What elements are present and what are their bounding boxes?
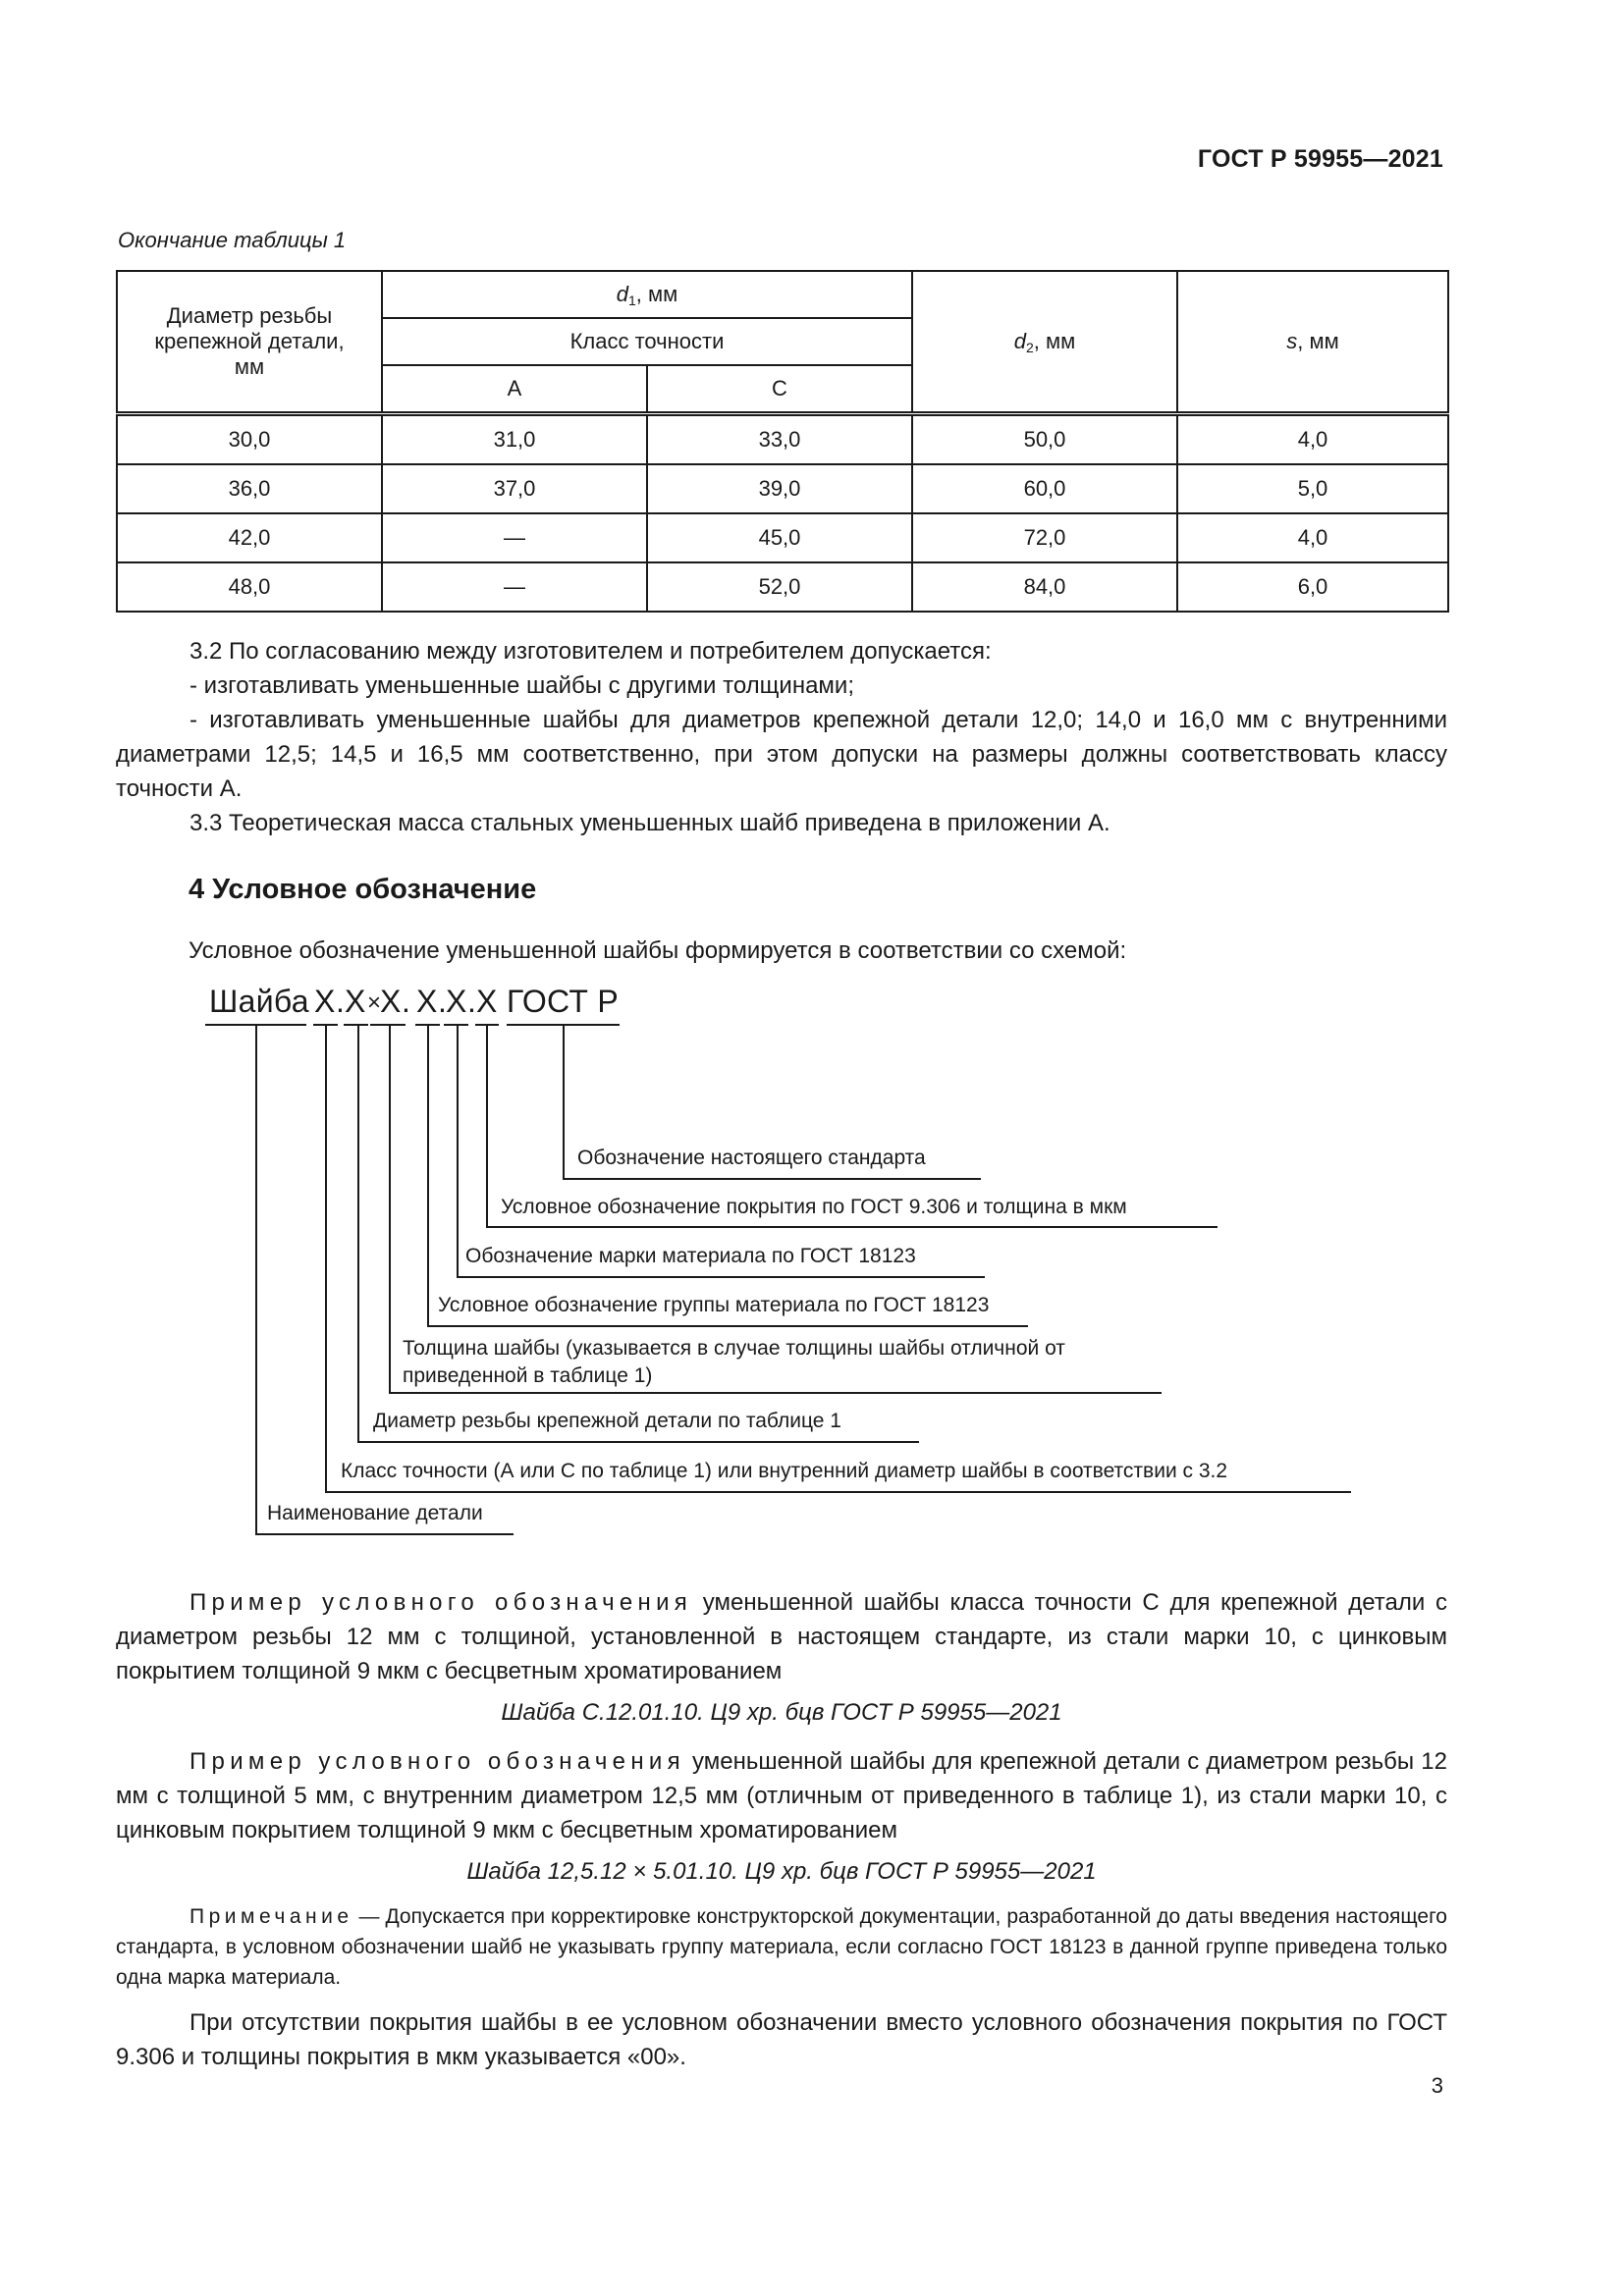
cell-s: 4,0 xyxy=(1177,414,1448,465)
dimensions-table xyxy=(116,270,1449,613)
example-1-designation: Шайба С.12.01.10. Ц9 хр. бцв ГОСТ Р 59955—2021 xyxy=(501,1699,1062,1726)
cell-thread-diameter: 30,0 xyxy=(117,414,382,465)
section-3 xyxy=(116,634,1447,840)
note-body: — Допускается при корректировке конструкторской документации, разработанной до даты введения настоящего стандарта, в условном обозначении шайб не указывать группу материала, если согласно ГОСТ 18123 в данной группе приведена только одна марка материала. xyxy=(116,1905,1447,1989)
no-coating-paragraph: При отсутствии покрытия шайбы в ее условном обозначении вместо условного обозначения покрытия по ГОСТ 9.306 и толщины покрытия в мкм указывается «00». xyxy=(116,2009,1447,2070)
scheme-label-material-group: Условное обозначение группы материала по ГОСТ 18123 xyxy=(438,1294,990,1316)
example-1-text xyxy=(116,1585,1447,1688)
section-4-heading: 4 Условное обозначение xyxy=(189,874,537,905)
document-standard-id: ГОСТ Р 59955—2021 xyxy=(1197,145,1443,173)
cell-thread-diameter: 48,0 xyxy=(117,562,382,612)
note-lead: Примечание xyxy=(189,1905,353,1928)
scheme-token-coating: X xyxy=(476,984,498,1019)
scheme-label-thread-diameter: Диаметр резьбы крепежной детали по таблице 1 xyxy=(373,1410,841,1432)
scheme-label-standard: Обозначение настоящего стандарта xyxy=(577,1147,926,1169)
scheme-token-thickness: X xyxy=(380,984,402,1019)
header-class-a: А xyxy=(382,365,647,414)
cell-d2: 60,0 xyxy=(912,464,1177,513)
example-2-lead: Пример условного обозначения xyxy=(189,1748,685,1775)
cell-s: 6,0 xyxy=(1177,562,1448,612)
scheme-label-coating: Условное обозначение покрытия по ГОСТ 9.306 и толщина в мкм xyxy=(501,1196,1127,1218)
header-accuracy-class: Класс точности xyxy=(382,318,912,365)
clause-3-2-item-2: - изготавливать уменьшенные шайбы для диаметров крепежной детали 12,0; 14,0 и 16,0 мм с внутренними диаметрами 12,5; 14,5 и 16,5 мм соответственно, при этом допуски на размеры должны соответствовать классу точности А. xyxy=(116,707,1447,802)
cell-d1-a: 37,0 xyxy=(382,464,647,513)
cell-d2: 72,0 xyxy=(912,513,1177,562)
scheme-multiply-sign: × xyxy=(367,989,382,1016)
cell-s: 4,0 xyxy=(1177,513,1448,562)
cell-d2: 84,0 xyxy=(912,562,1177,612)
table-row xyxy=(117,414,1448,465)
scheme-token-class: X xyxy=(314,984,336,1019)
cell-thread-diameter: 42,0 xyxy=(117,513,382,562)
cell-d1-c: 45,0 xyxy=(647,513,912,562)
scheme-token-standard: ГОСТ Р xyxy=(507,984,620,1019)
example-1-lead: Пример условного обозначения xyxy=(189,1589,693,1616)
scheme-separator: . xyxy=(467,984,477,1019)
scheme-label-material-grade: Обозначение марки материала по ГОСТ 18123 xyxy=(465,1245,916,1267)
scheme-token-name: Шайба xyxy=(209,984,309,1019)
scheme-token-material-grade: X xyxy=(446,984,467,1019)
header-d1: $d_1$, мм xyxy=(382,271,912,318)
cell-d1-c: 33,0 xyxy=(647,414,912,465)
scheme-separator: . xyxy=(402,984,411,1019)
header-class-c: С xyxy=(647,365,912,414)
scheme-separator: . xyxy=(438,984,448,1019)
scheme-label-class: Класс точности (А или С по таблице 1) или внутренний диаметр шайбы в соответствии с 3.2 xyxy=(341,1460,1228,1482)
example-2-designation: Шайба 12,5.12 × 5.01.10. Ц9 хр. бцв ГОСТ Р 59955—2021 xyxy=(466,1858,1097,1885)
section-4-intro: Условное обозначение уменьшенной шайбы формируется в соответствии со схемой: xyxy=(189,937,1127,964)
scheme-separator: . xyxy=(336,984,346,1019)
example-1-body: уменьшенной шайбы класса точности С для крепежной детали с диаметром резьбы 12 мм с толщиной, установленной в настоящем стандарте, из стали марки 10, с цинковым покрытием толщиной 9 мкм с бесцветным хроматированием xyxy=(116,1589,1447,1684)
clause-3-2-item-1: - изготавливать уменьшенные шайбы с другими толщинами; xyxy=(189,672,855,699)
cell-d2: 50,0 xyxy=(912,414,1177,465)
example-2-text xyxy=(116,1744,1447,1847)
scheme-label-thickness-line2: приведенной в таблице 1) xyxy=(403,1364,653,1387)
cell-d1-a: 31,0 xyxy=(382,414,647,465)
scheme-token-diameter: X xyxy=(345,984,366,1019)
cell-thread-diameter: 36,0 xyxy=(117,464,382,513)
page-number: 3 xyxy=(1431,2073,1443,2098)
header-thread-diameter: Диаметр резьбы крепежной детали, мм xyxy=(117,271,382,414)
header-d2: $d_2$, мм xyxy=(912,271,1177,414)
table-row xyxy=(117,464,1448,513)
clause-3-3: 3.3 Теоретическая масса стальных уменьшенных шайб приведена в приложении А. xyxy=(189,810,1110,836)
scheme-label-thickness-line1: Толщина шайбы (указывается в случае толщины шайбы отличной от xyxy=(403,1337,1065,1360)
table-row xyxy=(117,513,1448,562)
clause-3-2-intro: 3.2 По согласованию между изготовителем и потребителем допускается: xyxy=(189,638,992,665)
note xyxy=(116,1901,1447,1993)
cell-d1-a: — xyxy=(382,562,647,612)
table-caption: Окончание таблицы 1 xyxy=(118,228,347,252)
scheme-token-material-group: X xyxy=(416,984,438,1019)
scheme-label-name: Наименование детали xyxy=(267,1502,483,1524)
header-s: s, мм xyxy=(1177,271,1448,414)
cell-d1-a: — xyxy=(382,513,647,562)
cell-d1-c: 39,0 xyxy=(647,464,912,513)
example-2-body: уменьшенной шайбы для крепежной детали с диаметром резьбы 12 мм с толщиной 5 мм, с внутренним диаметром 12,5 мм (отличным от приведенного в таблице 1), из стали марки 10, с цинковым покрытием толщиной 9 мкм с бесцветным хроматированием xyxy=(116,1748,1447,1843)
cell-s: 5,0 xyxy=(1177,464,1448,513)
cell-d1-c: 52,0 xyxy=(647,562,912,612)
table-row xyxy=(117,562,1448,612)
